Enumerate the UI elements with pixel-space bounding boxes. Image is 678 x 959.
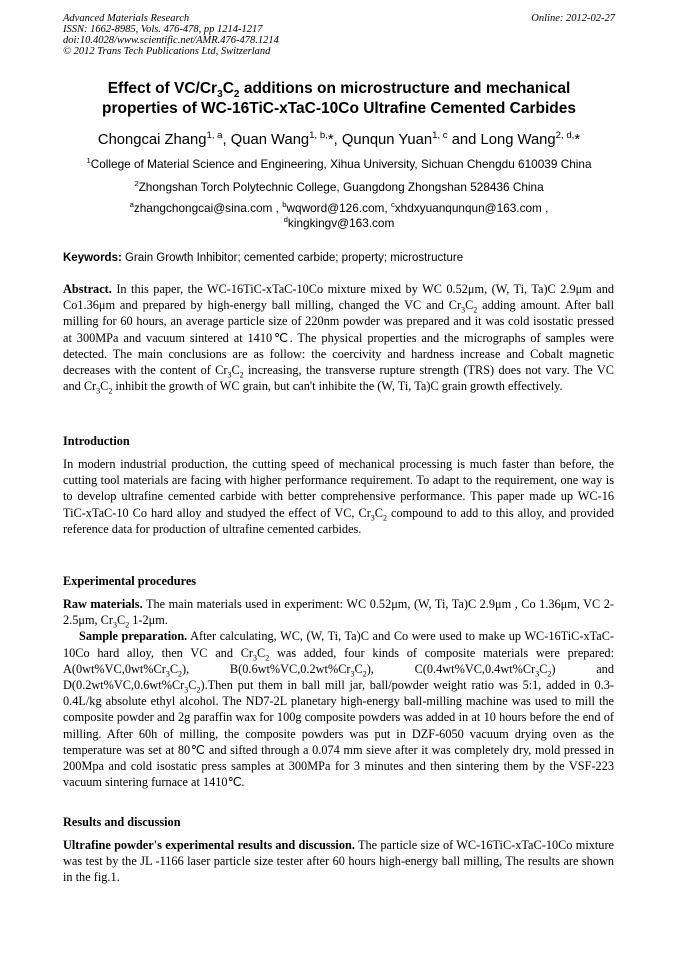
abstract-label: Abstract.	[63, 282, 112, 296]
title-line-2: properties of WC-16TiC-xTaC-10Co Ultrafine Cemented Carbides	[102, 100, 576, 117]
online-date: Online: 2012-02-27	[531, 13, 615, 24]
sample-preparation-paragraph: Sample preparation. After calculating, WC, (W, Ti, Ta)C and Co were used to make up WC-16TiC-xTaC-10Co hard alloy, then VC and $Cr_3C_2$ was added, four kinds of composite materials were prepared: $A(0wt\%VC,0wt\%Cr_3C_2)$, $B(0.6wt\%VC,0.2wt\%Cr_3C_2)$, $C(0.4wt\%VC,0.4wt\%Cr_3C_2)$ and $D(0.2wt\%VC,0.6wt\%Cr_3C_2).Then$ put them in ball mill jar, ball/powder weight ratio was 5:1, added in 0.3-0.4L/kg absolute ethyl alcohol. The ND7-2L planetary high-energy ball-milling machine was used to mill the composite powder and 2g paraffin wax for 100g composite powders was added in at 10 hours before the end of milling. After 60h of milling, the composite powders was put in DZF-6050 vacuum drying oven as the temperature was set at 80℃ and sifted through a 0.074 mm sieve after it was completely dry, mold pressed in 200Mpa and cold isostatic press samples at 300MPa for 3 minutes and then sintering them by the VSF-223 vacuum sintering furnace at 1410℃.	[63, 629, 615, 790]
raw-materials-label: Raw materials.	[63, 597, 143, 611]
paper-title	[40, 79, 638, 119]
journal-name: Advanced Materials Research	[63, 13, 190, 24]
abstract: Abstract. In this paper, the WC-16TiC-xTaC-10Co mixture mixed by WC 0.52μm, (W, Ti, Ta)C 2.9μm and Co1.36μm and prepared by high-energy ball milling, changed the VC and $Cr_3C_2$ adding amount. After ball milling for 60 hours, an average particle size of 220nm powder was prepared and it was cold isostatic pressed at 300MPa and vacuum sintered at 1410℃. The physical properties and the micrographs of samples were detected. The main conclusions are as follow: the coercivity and hardness increase and Cobalt magnetic decreases with the content of $Cr_3C_2$ increasing, the transverse rupture strength (TRS) does not vary. The VC and $Cr_3C_2$ inhibit the growth of WC grain, but can't inhibite the (W, Ti, Ta)C grain growth effectively.	[63, 282, 614, 396]
email-line-2: $^d$kingkingv@163.com	[283, 215, 395, 230]
email-c[interactable]: xhdxyuanqunqun@163.com ,	[394, 201, 549, 215]
title-line-1: Effect of $VC/Cr_3C_2$ additions on microstructure and mechanical	[107, 80, 571, 101]
results-heading: Results and discussion	[63, 815, 181, 829]
author-list: Chongcai Zhang$^{1, a}$, Quan Wang$^{1, b,}$*, Qunqun Yuan$^{1, c}$ and Long Wang$^{2, d,}$*	[97, 130, 581, 148]
email-line-1: $^a$zhangchongcai@sina.com , $^b$wqword@126.com, $^c$xhdxyuanqunqun@163.com ,	[129, 200, 549, 215]
experimental-text: Raw materials. The main materials used in experiment: WC 0.52μm, (W, Ti, Ta)C 2.9μm , Co 1.36μm, VC 2-2.5μm, $Cr_3C_2$ 1-2μm. Sample preparation. After calculating, WC, (W, Ti, Ta)C and Co were used to make up WC-16TiC-xTaC-10Co hard alloy, then VC and $Cr_3C_2$ was added, four kinds of composite materials were prepared: $A(0wt\%VC,0wt\%Cr_3C_2)$, $B(0.6wt\%VC,0.2wt\%Cr_3C_2)$, $C(0.4wt\%VC,0.4wt\%Cr_3C_2)$ and $D(0.2wt\%VC,0.6wt\%Cr_3C_2).Then$ put them in ball mill jar, ball/powder weight ratio was 5:1, added in 0.3-0.4L/kg absolute ethyl alcohol. The ND7-2L planetary high-energy ball-milling machine was used to mill the composite powder and 2g paraffin wax for 100g composite powders was added in at 10 hours before the end of milling. After 60h of milling, the composite powders was put in DZF-6050 vacuum drying oven as the temperature was set at 80℃ and sifted through a 0.074 mm sieve after it was completely dry, mold pressed in 200Mpa and cold isostatic press samples at 300MPa for 3 minutes and then sintering them by the VSF-223 vacuum sintering furnace at 1410℃.	[63, 597, 615, 790]
email-d[interactable]: kingkingv@163.com	[287, 216, 395, 230]
copyright-line: © 2012 Trans Tech Publications Ltd, Switzerland	[63, 46, 271, 57]
keywords: Keywords: Grain Growth Inhibitor; cemented carbide; property; microstructure	[63, 252, 464, 264]
results-text: Ultrafine powder's experimental results and discussion. The particle size of WC-16TiC-xTaC-10Co mixture was test by the JL -1166 laser particle size tester after 60 hours high-energy ball milling, The results are shown in the fig.1.	[63, 838, 615, 885]
affiliation-2: $^2$Zhongshan Torch Polytechnic College, Guangdong Zhongshan 528436 China	[134, 179, 544, 194]
affiliation-1: $^1$College of Material Science and Engineering, Xihua University, Sichuan Chengdu 610039 China	[86, 156, 592, 171]
experimental-heading: Experimental procedures	[63, 574, 197, 588]
results-subheading: Ultrafine powder's experimental results and discussion.	[63, 838, 355, 852]
introduction-text: In modern industrial production, the cutting speed of mechanical processing is much faster than before, the cutting tool materials are facing with higher performance requirement. To adapt to the requirement, one way is to develop ultrafine cemented carbide with better comprehensive performance. This paper made up WC-16 TiC-xTaC-10 Co hard alloy and studyed the effect of VC, $Cr_3C_2$ compound to add to this alloy, and provided reference data for production of ultrafine cemented carbides.	[63, 457, 614, 536]
email-b[interactable]: wqword@126.com,	[286, 201, 388, 215]
issn-line: ISSN: 1662-8985, Vols. 476-478, pp 1214-1217	[63, 24, 263, 35]
introduction-heading: Introduction	[63, 434, 130, 448]
journal-header	[63, 13, 279, 57]
sample-preparation-label: Sample preparation.	[79, 629, 188, 644]
doi-line: doi:10.4028/www.scientific.net/AMR.476-478.1214	[63, 35, 279, 46]
email-a[interactable]: zhangchongcai@sina.com ,	[133, 201, 279, 215]
